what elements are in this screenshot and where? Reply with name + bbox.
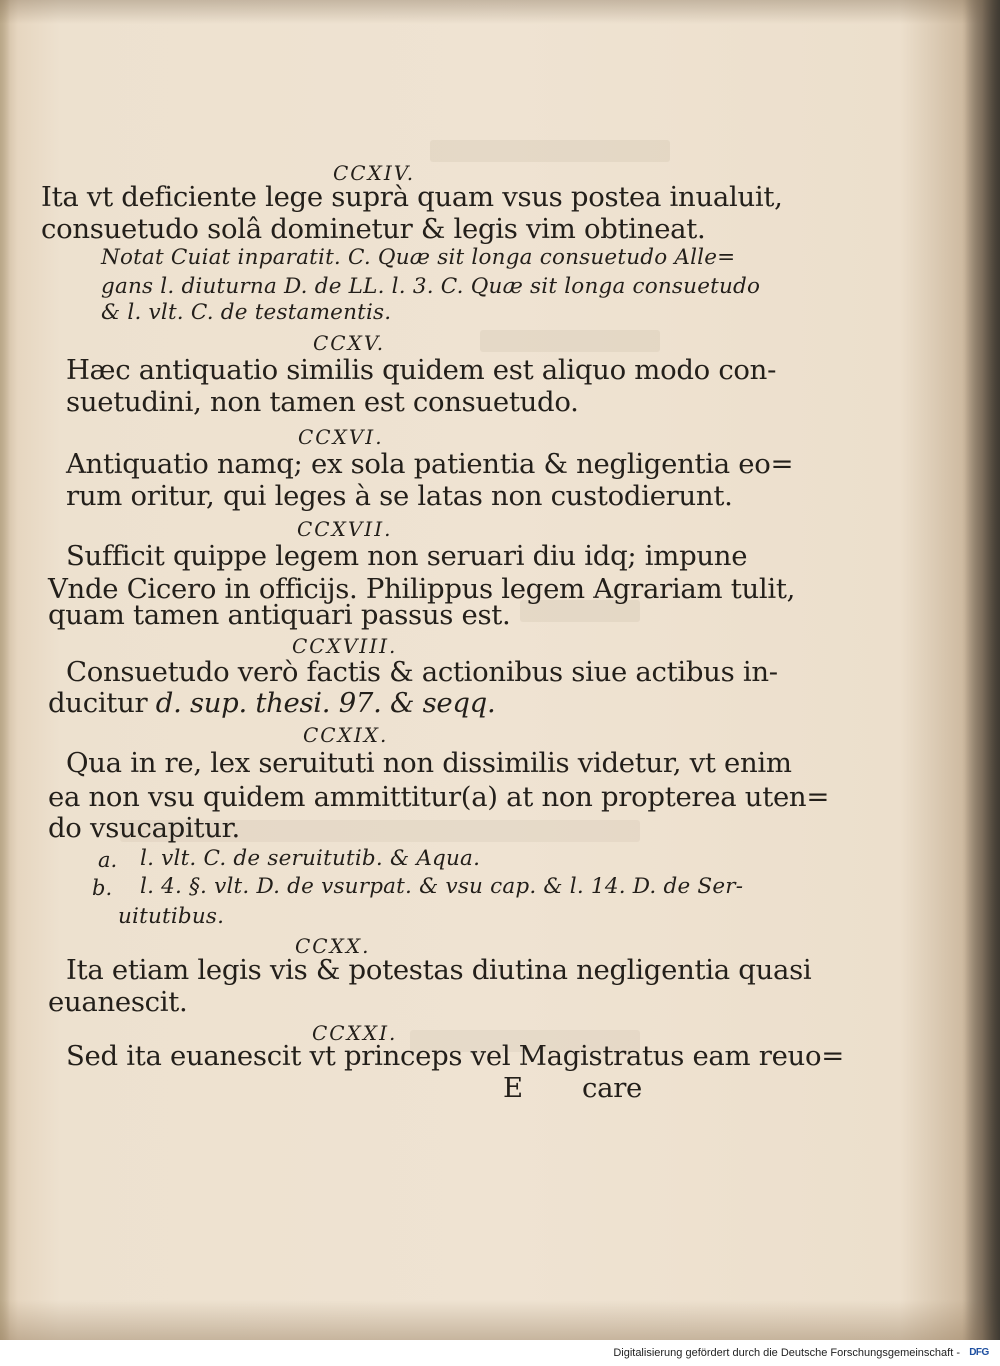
text-line: do vsucapitur.	[48, 812, 240, 844]
thesis-heading: CCXVII.	[297, 517, 393, 541]
text-line: suetudini, non tamen est consuetudo.	[66, 386, 579, 418]
text-line: Sed ita euanescit vt princeps vel Magistratus eam reuo=	[66, 1040, 844, 1072]
dfg-logo-text: DFG	[969, 1347, 989, 1358]
note-line: gans l. diuturna D. de LL. l. 3. C. Quæ sit longa consuetudo	[101, 274, 761, 299]
text-citation: d. sup. thesi. 97. & seqq.	[155, 687, 496, 719]
note-mark: a.	[98, 848, 118, 872]
dfg-logo-icon	[964, 1346, 994, 1360]
note-line: Notat Cuiat inparatit. C. Quæ sit longa consuetudo Alle=	[101, 245, 736, 270]
text-line: euanescit.	[48, 986, 188, 1018]
text-line: quam tamen antiquari passus est.	[48, 599, 511, 631]
text-line: Ita etiam legis vis & potestas diutina negligentia quasi	[66, 954, 812, 986]
footer-credit: Digitalisierung gefördert durch die Deutsche Forschungsgemeinschaft -	[613, 1347, 960, 1359]
thesis-heading: CCXIX.	[303, 723, 389, 747]
text-line: Vnde Cicero in officijs. Philippus legem Agrariam tulit,	[48, 573, 796, 605]
thesis-heading: CCXIV.	[333, 161, 416, 185]
text-line-mixed	[48, 687, 496, 719]
catchword: care	[582, 1072, 643, 1104]
thesis-heading: CCXX.	[295, 934, 371, 958]
text-line: Qua in re, lex seruituti non dissimilis videtur, vt enim	[66, 747, 792, 779]
thesis-heading: CCXXI.	[312, 1021, 398, 1045]
thesis-heading: CCXVI.	[298, 425, 384, 449]
text-line: rum oritur, qui leges à se latas non custodierunt.	[66, 480, 733, 512]
text-line: Ita vt deficiente lege suprà quam vsus postea inualuit,	[41, 181, 783, 213]
text-roman: ducitur	[48, 687, 156, 719]
text-line: Consuetudo verò factis & actionibus siue actibus in-	[66, 656, 778, 688]
note-line: & l. vlt. C. de testamentis.	[101, 300, 392, 325]
note-line: l. vlt. C. de seruitutib. & Aqua.	[140, 846, 481, 871]
text-line: Hæc antiquatio similis quidem est aliquo modo con-	[66, 354, 777, 386]
text-line: Sufficit quippe legem non seruari diu idq; impune	[66, 540, 748, 572]
footer-bar	[0, 1340, 1000, 1366]
thesis-heading: CCXV.	[313, 331, 386, 355]
note-line: l. 4. §. vlt. D. de vsurpat. & vsu cap. & l. 14. D. de Ser-	[140, 874, 744, 899]
text-line: consuetudo solâ dominetur & legis vim obtineat.	[41, 213, 706, 245]
text-line: Antiquatio namq; ex sola patientia & negligentia eo=	[66, 448, 794, 480]
text-line: ea non vsu quidem ammittitur(a) at non propterea uten=	[48, 781, 830, 813]
signature-mark: E	[503, 1072, 523, 1104]
note-line: uitutibus.	[118, 904, 225, 929]
note-mark: b.	[92, 876, 113, 900]
thesis-heading: CCXVIII.	[292, 634, 398, 658]
